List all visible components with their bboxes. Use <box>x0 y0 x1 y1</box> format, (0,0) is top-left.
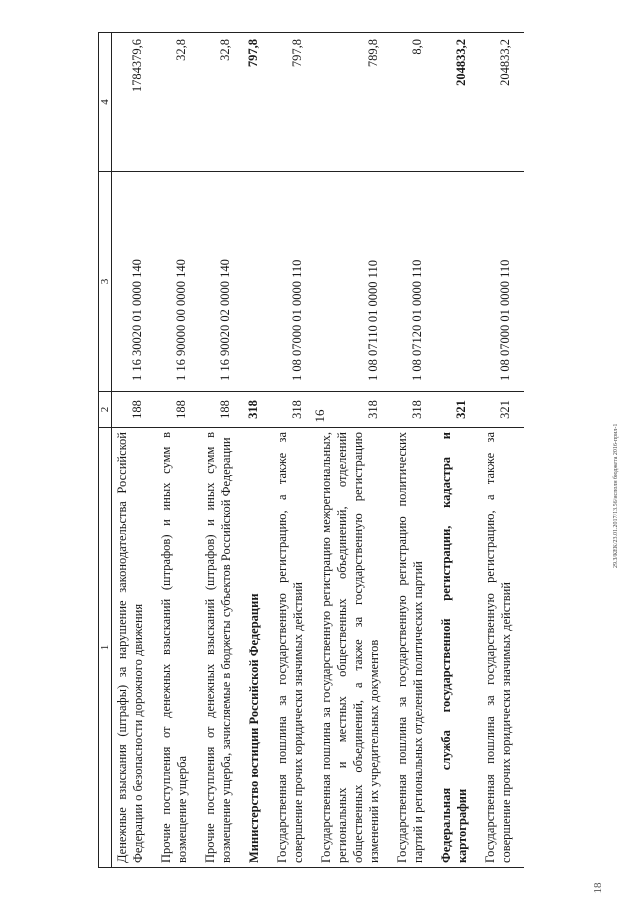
amount: 797,8 <box>272 33 316 172</box>
row-name: Министерство юстиции Российской Федерации <box>244 428 272 868</box>
admin-code: 188 <box>156 392 200 428</box>
amount: 1784379,6 <box>112 33 157 172</box>
table-row <box>272 33 316 868</box>
table-row-ministry <box>244 33 272 868</box>
amount: 789,8 <box>316 33 392 172</box>
admin-code: 318 <box>244 392 272 428</box>
header-cell: 2 <box>99 392 112 428</box>
rotated-table-area <box>98 33 572 868</box>
row-name: Федеральная служба государственной регистрации, кадастра и картографии <box>436 428 480 868</box>
revenue-table <box>98 32 524 868</box>
budget-code: 1 08 07120 01 0000 110 <box>392 172 436 392</box>
admin-code: 318 <box>272 392 316 428</box>
admin-code: 188 <box>200 392 244 428</box>
header-cell: 1 <box>99 428 112 868</box>
table-row <box>156 33 200 868</box>
budget-code <box>244 172 272 392</box>
admin-code: 321 <box>480 392 524 428</box>
bottom-page-number: 18 <box>592 882 604 894</box>
row-name: Прочие поступления от денежных взысканий (штрафов) и иных сумм в возмещение ущерба, зачисляемые в бюджеты субъектов Российской Федерации <box>200 428 244 868</box>
admin-code: 321 <box>436 392 480 428</box>
budget-code <box>436 172 480 392</box>
document-footer: 29.З/КЕК/23.01.2017/13.56/исполн бюджета 2016-прил-1 <box>613 423 619 568</box>
table-row <box>200 33 244 868</box>
budget-code: 1 08 07000 01 0000 110 <box>272 172 316 392</box>
amount: 32,8 <box>156 33 200 172</box>
table-header-row <box>99 33 112 868</box>
row-name: Государственная пошлина за государственную регистрацию, а также за совершение прочих юридически значимых действий <box>480 428 524 868</box>
page-number: 16 <box>312 409 327 423</box>
table-row <box>392 33 436 868</box>
table-row <box>480 33 524 868</box>
row-name: Прочие поступления от денежных взысканий (штрафов) и иных сумм в возмещение ущерба <box>156 428 200 868</box>
row-name: Государственная пошлина за государственную регистрацию политических партий и региональных отделений политических партий <box>392 428 436 868</box>
budget-code: 1 16 90020 02 0000 140 <box>200 172 244 392</box>
admin-code: 188 <box>112 392 157 428</box>
admin-code: 318 <box>392 392 436 428</box>
budget-code: 1 16 90000 00 0000 140 <box>156 172 200 392</box>
budget-code: 1 08 07110 01 0000 110 <box>316 172 392 392</box>
table-row <box>112 33 157 868</box>
row-name: Денежные взыскания (штрафы) за нарушение законодательства Российской Федерации о безопасности дорожного движения <box>112 428 157 868</box>
amount: 204833,2 <box>480 33 524 172</box>
header-cell: 4 <box>99 33 112 172</box>
amount: 32,8 <box>200 33 244 172</box>
header-cell: 3 <box>99 172 112 392</box>
amount: 204833,2 <box>436 33 480 172</box>
admin-code: 318 <box>316 392 392 428</box>
row-name: Государственная пошлина за государственную регистрацию межрегиональных, региональных и местных общественных объединений, отделений общественных объединений, а также за государственную регистрацию изменений их учредительных документов <box>316 428 392 868</box>
table-row <box>316 33 392 868</box>
row-name: Государственная пошлина за государственную регистрацию, а также за совершение прочих юридически значимых действий <box>272 428 316 868</box>
budget-code: 1 08 07000 01 0000 110 <box>480 172 524 392</box>
budget-code: 1 16 30020 01 0000 140 <box>112 172 157 392</box>
table-row-agency <box>436 33 480 868</box>
amount: 797,8 <box>244 33 272 172</box>
amount: 8,0 <box>392 33 436 172</box>
